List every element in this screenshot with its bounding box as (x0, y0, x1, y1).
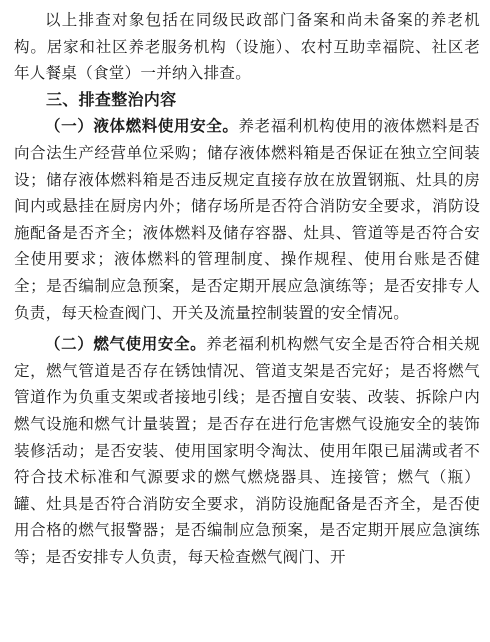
item1-title: （一）液体燃料使用安全。 (45, 117, 239, 136)
item2-title: （二）燃气使用安全。 (45, 335, 207, 354)
item2-paragraph (14, 331, 480, 570)
item1-body: 养老福利机构使用的液体燃料是否向合法生产经营单位采购；储存液体燃料箱是否保证在独立空间装设；储存液体燃料箱是否违反规定直接存放在放置钢瓶、灶具的房间内或悬挂在厨房内外；储存场所是否符合消防安全要求，消防设施配备是否齐全；液体燃料及储存容器、灶具、管道等是否符合安全使用要求；液体燃料的管理制度、操作规程、使用台账是否健全；是否编制应急预案，是否定期开展应急演练等；是否安排专人负责，每天检查阀门、开关及流量控制装置的安全情况。 (14, 117, 480, 322)
intro-paragraph: 以上排查对象包括在同级民政部门备案和尚未备案的养老机构。居家和社区养老服务机构（设施）、农村互助幸福院、社区老年人餐桌（食堂）一并纳入排查。 (14, 11, 480, 83)
document-page (14, 7, 480, 570)
item1-paragraph (14, 113, 480, 326)
section-heading: 三、排查整治内容 (46, 89, 177, 109)
item2-body: 养老福利机构燃气安全是否符合相关规定，燃气管道是否存在锈蚀情况、管道支架是否完好；是否将燃气管道作为负重支架或者接地引线；是否擅自安装、改装、拆除户内燃气设施和燃气计量装置；是否存在进行危害燃气设施安全的装饰装修活动；是否安装、使用国家明令淘汰、使用年限已届满或者不符合技术标准和气源要求的燃气燃烧器具、连接管；燃气（瓶）罐、灶具是否符合消防安全要求，消防设施配备是否齐全，是否使用合格的燃气报警器；是否编制应急预案，是否定期开展应急演练等；是否安排专人负责，每天检查燃气阀门、开 (14, 335, 480, 566)
